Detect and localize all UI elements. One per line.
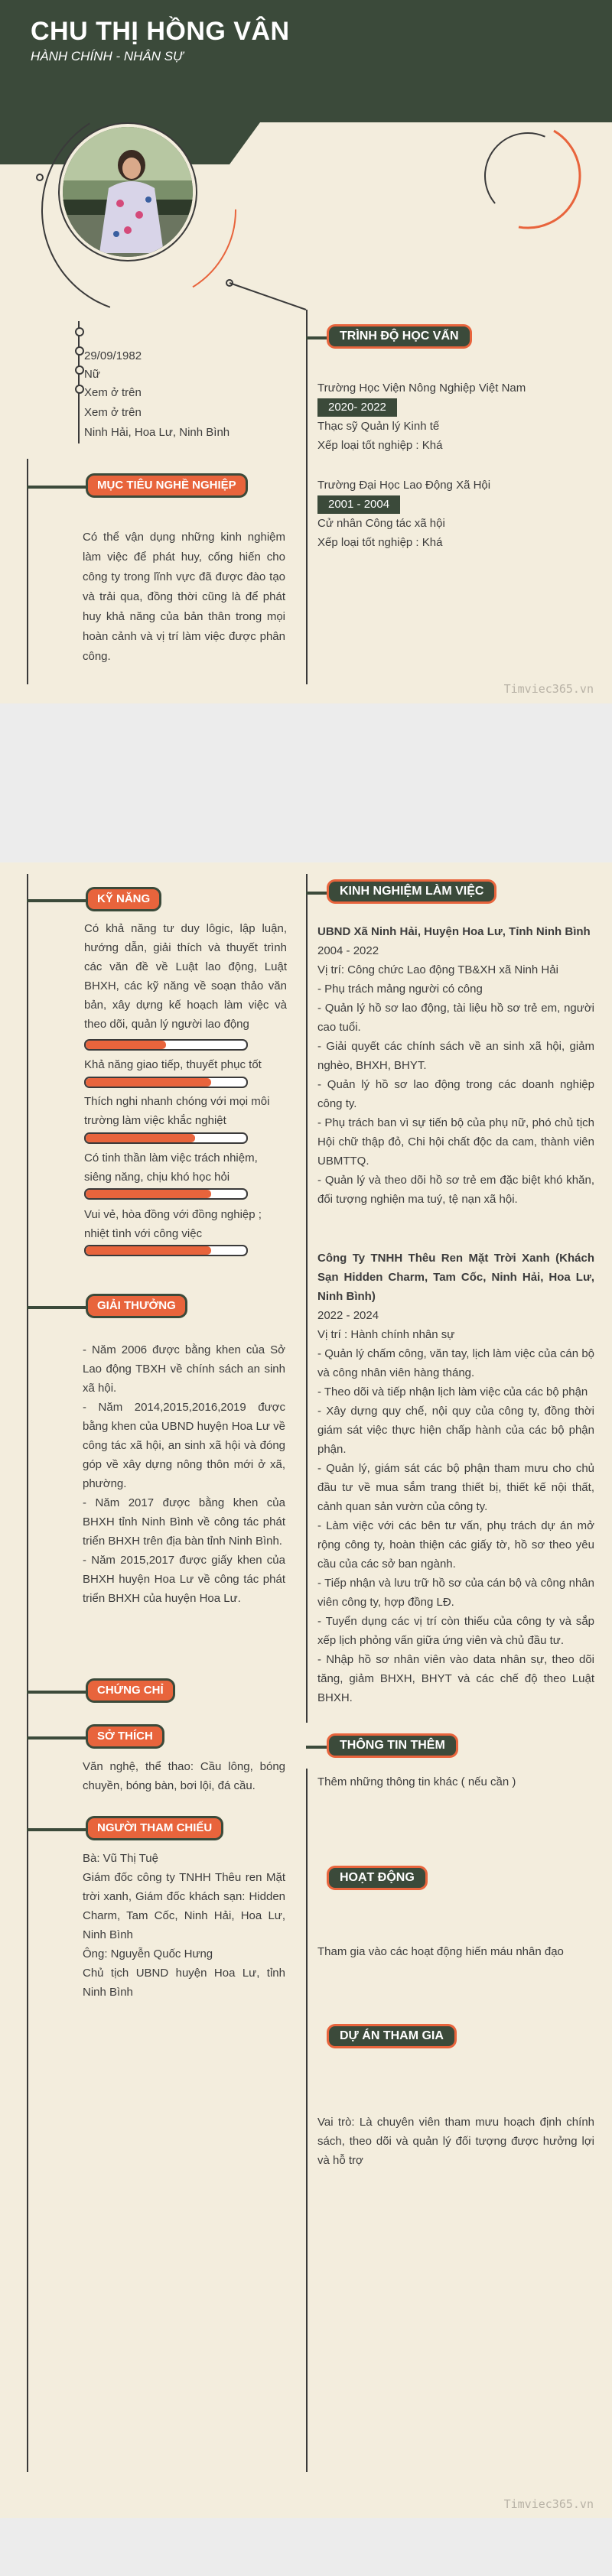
candidate-name: CHU THỊ HỒNG VÂN bbox=[31, 17, 290, 46]
skill-bar-fill bbox=[86, 1190, 211, 1198]
activities-title: HOẠT ĐỘNG bbox=[329, 1868, 425, 1888]
info-dot bbox=[75, 385, 84, 394]
awards-text: - Năm 2006 được bằng khen của Sở Lao động TBXH về chính sách an sinh xã hội. - Năm 2014,2015,2016,2019 được bằng khen của UBND huyện Hoa Lư về công tác xã hội, an sinh xã hội và đóng góp về xây dựng nông thôn mới ở xã, phường. - Năm 2017 được bằng khen của BHXH tỉnh Ninh Bình về công tác phát triển BHXH trên địa bàn tỉnh Ninh Bình. - Năm 2015,2017 được giấy khen của BHXH huyện Hoa Lư về công tác phát triển BHXH của huyện Hoa Lư. bbox=[83, 1343, 285, 1605]
hobbies-text: Văn nghệ, thể thao: Cầu lông, bóng chuyền, bóng bàn, bơi lội, đá cầu. bbox=[83, 1760, 285, 1792]
right-timeline-line bbox=[306, 874, 308, 1723]
cv-page-1 bbox=[0, 0, 612, 703]
job-bullet: - Quản lý hồ sơ lao động trong các doanh nghiệp công ty. bbox=[317, 1078, 594, 1110]
education-item bbox=[317, 476, 593, 552]
avatar-photo bbox=[63, 127, 193, 257]
hobbies-title: SỞ THÍCH bbox=[88, 1727, 162, 1746]
references-connector bbox=[27, 1828, 88, 1831]
experience-title: KINH NGHIỆM LÀM VIỆC bbox=[329, 882, 494, 901]
education-title: TRÌNH ĐỘ HỌC VẤN bbox=[329, 326, 470, 346]
job-company: Công Ty TNHH Thêu Ren Mặt Trời Xanh (Khách Sạn Hidden Charm, Tam Cốc, Ninh Hải, Hoa Lư, Ninh Bình) bbox=[317, 1252, 594, 1303]
address: Ninh Hải, Hoa Lư, Ninh Bình bbox=[84, 426, 230, 439]
skill-bar-fill bbox=[86, 1078, 211, 1087]
job-bullet: - Giải quyết các chính sách về an sinh xã hội, giảm nghèo, BHXH, BHYT. bbox=[317, 1040, 594, 1072]
job-company: UBND Xã Ninh Hải, Huyện Hoa Lư, Tỉnh Ninh Bình bbox=[317, 925, 591, 938]
projects-title: DỰ ÁN THAM GIA bbox=[329, 2026, 454, 2046]
job-position: Vị trí: Công chức Lao động TB&XH xã Ninh Hải bbox=[317, 963, 558, 976]
activities-text: Tham gia vào các hoạt động hiến máu nhân đạo bbox=[317, 1945, 564, 1958]
objective-text: Có thể vận dụng những kinh nghiệm làm việc để phát huy, cống hiến cho công ty trong lĩnh vực đã được đào tạo và trải qua, đồng thời cũng là để phát huy khả năng của bản thân trong mọi hoàn cảnh và vị trí làm việc được phân công. bbox=[83, 531, 285, 663]
references-text: Bà: Vũ Thị Tuệ Giám đốc công ty TNHH Thêu ren Mặt trời xanh, Giám đốc khách sạn: Hidden Charm, Tam Cốc, Ninh Hải, Hoa Lư, Ninh Bình Ông: Nguyễn Quốc Hưng Chủ tịch UBND huyện Hoa Lư, tỉnh Ninh Bình bbox=[83, 1852, 285, 1999]
objective-connector bbox=[27, 486, 88, 489]
watermark: Timviec365.vn bbox=[503, 682, 594, 696]
skill-label: Khả năng giao tiếp, thuyết phục tốt bbox=[84, 1058, 262, 1071]
references-title: NGƯỜI THAM CHIẾU bbox=[88, 1818, 221, 1838]
job-bullet: - Nhập hồ sơ nhân viên vào data nhân sự, theo dõi tăng, giảm BHXH, BHYT và các chế độ theo Luật BHXH. bbox=[317, 1653, 594, 1704]
cv-page-2 bbox=[0, 862, 612, 2518]
job-bullet: - Xây dựng quy chế, nội quy của công ty, đồng thời giám sát việc thực hiện chấp hành của các bộ phận phận. bbox=[317, 1405, 594, 1456]
extra-info-connector bbox=[306, 1746, 329, 1749]
job-bullet: - Phụ trách mảng người có công bbox=[317, 983, 483, 996]
awards-title: GIẢI THƯỞNG bbox=[88, 1296, 185, 1316]
experience-connector bbox=[306, 892, 329, 895]
right-timeline-line bbox=[306, 1769, 308, 2472]
extra-info-text: Thêm những thông tin khác ( nếu cần ) bbox=[317, 1775, 516, 1788]
skills-title: KỸ NĂNG bbox=[88, 889, 159, 909]
job-bullet: - Quản lý chấm công, văn tay, lịch làm việc của cán bộ và công nhân viên hàng tháng. bbox=[317, 1347, 594, 1379]
skill-bar-fill bbox=[86, 1246, 211, 1255]
avatar bbox=[60, 124, 196, 260]
job-bullet: - Quản lý, giám sát các bộ phận tham mưu cho chủ đầu tư về mua sắm trang thiết bị, thiết kế nội thất, cảnh quan sản vườn của công ty. bbox=[317, 1462, 594, 1513]
info-dot bbox=[75, 346, 84, 356]
info-dot bbox=[75, 365, 84, 375]
skill-label: Có khả năng tư duy lôgic, lập luận, hướng dẫn, giải thích và thuyết trình các văn đề về Luật lao động, Luật BHXH, các kỹ năng về soạn thảo văn bản, xây dựng kế hoạch làm việc và theo dõi, quản lý người lao động bbox=[84, 922, 287, 1031]
job-bullet: - Tuyển dụng các vị trí còn thiếu của công ty và sắp xếp lịch phỏng vấn giữa ứng viên và chủ đầu tư. bbox=[317, 1615, 594, 1647]
skills-connector bbox=[27, 899, 88, 902]
objective-title: MỤC TIÊU NGHỀ NGHIỆP bbox=[88, 476, 246, 495]
job-entry bbox=[317, 922, 594, 1209]
candidate-role: HÀNH CHÍNH - NHÂN SỰ bbox=[31, 49, 184, 63]
job-bullet: - Tiếp nhận và lưu trữ hồ sơ của cán bộ và công nhân viên công ty, hợp đồng LĐ. bbox=[317, 1577, 594, 1609]
certificates-title: CHỨNG CHỈ bbox=[88, 1681, 173, 1701]
job-bullet: - Quản lý hồ sơ lao động, tài liệu hồ sơ trẻ em, người cao tuổi. bbox=[317, 1002, 594, 1034]
left-timeline-line bbox=[27, 874, 28, 2472]
phone: Xem ở trên bbox=[84, 386, 142, 399]
education-degree: Cử nhân Công tác xã hội bbox=[317, 517, 445, 530]
education-item bbox=[317, 378, 593, 455]
job-bullet: - Phụ trách ban vì sự tiến bộ của phụ nữ, phó chủ tịch Hội chữ thập đỏ, Chi hội chất độc da cam, thành viên UBMTTQ. bbox=[317, 1116, 594, 1168]
skill-label: Vui vẻ, hòa đồng với đồng nghiệp ; nhiệt tình với công việc bbox=[84, 1208, 262, 1240]
extra-info-title: THÔNG TIN THÊM bbox=[329, 1736, 456, 1756]
watermark: Timviec365.vn bbox=[503, 2497, 594, 2511]
email: Xem ở trên bbox=[84, 406, 142, 419]
info-line bbox=[78, 321, 80, 443]
birthdate: 29/09/1982 bbox=[84, 349, 142, 362]
job-position: Vị trí : Hành chính nhân sự bbox=[317, 1328, 455, 1341]
hobbies-connector bbox=[27, 1736, 88, 1740]
job-bullet: - Quản lý và theo dõi hồ sơ trẻ em đặc biệt khó khăn, đối tượng nghiện ma tuý, tệ nạn xã hội. bbox=[317, 1174, 594, 1206]
skill-bar bbox=[84, 1077, 248, 1088]
skill-label: Thích nghi nhanh chóng với mọi môi trường làm việc khắc nghiệt bbox=[84, 1095, 270, 1127]
skill-bar bbox=[84, 1039, 248, 1051]
education-degree: Thạc sỹ Quản lý Kinh tế bbox=[317, 420, 440, 433]
education-connector bbox=[306, 336, 329, 339]
job-dates: 2004 - 2022 bbox=[317, 944, 379, 957]
left-timeline-line bbox=[27, 459, 28, 684]
job-entry bbox=[317, 1249, 594, 1707]
skill-bar bbox=[84, 1188, 248, 1200]
job-dates: 2022 - 2024 bbox=[317, 1309, 379, 1322]
info-dot bbox=[75, 327, 84, 336]
education-grade: Xếp loại tốt nghiệp : Khá bbox=[317, 536, 443, 549]
job-bullet: - Làm việc với các bên tư vấn, phụ trách dự án mở rộng công ty, hoàn thiện các giấy tờ, hồ sơ theo yêu cầu của các sở ban ngành. bbox=[317, 1519, 594, 1571]
skill-bar-fill bbox=[86, 1041, 166, 1049]
education-grade: Xếp loại tốt nghiệp : Khá bbox=[317, 439, 443, 452]
certificates-connector bbox=[27, 1691, 88, 1694]
gender: Nữ bbox=[84, 368, 100, 381]
education-dates: 2020- 2022 bbox=[317, 398, 397, 417]
job-bullet: - Theo dõi và tiếp nhận lịch làm việc của các bộ phận bbox=[317, 1385, 588, 1398]
education-school: Trường Học Viện Nông Nghiệp Việt Nam bbox=[317, 382, 526, 395]
education-dates: 2001 - 2004 bbox=[317, 495, 400, 514]
awards-connector bbox=[27, 1306, 88, 1309]
right-timeline-line bbox=[306, 310, 308, 684]
education-school: Trường Đại Học Lao Động Xã Hội bbox=[317, 479, 491, 492]
skill-label: Có tinh thần làm việc trách nhiệm, siêng năng, chịu khó học hỏi bbox=[84, 1152, 258, 1184]
skill-bar bbox=[84, 1132, 248, 1144]
skill-bar-fill bbox=[86, 1134, 195, 1142]
skill-bar bbox=[84, 1245, 248, 1256]
projects-text: Vai trò: Là chuyên viên tham mưu hoạch định chính sách, theo dõi và quản lý đối tượng được hưởng lợi và hỗ trợ bbox=[317, 2116, 594, 2167]
